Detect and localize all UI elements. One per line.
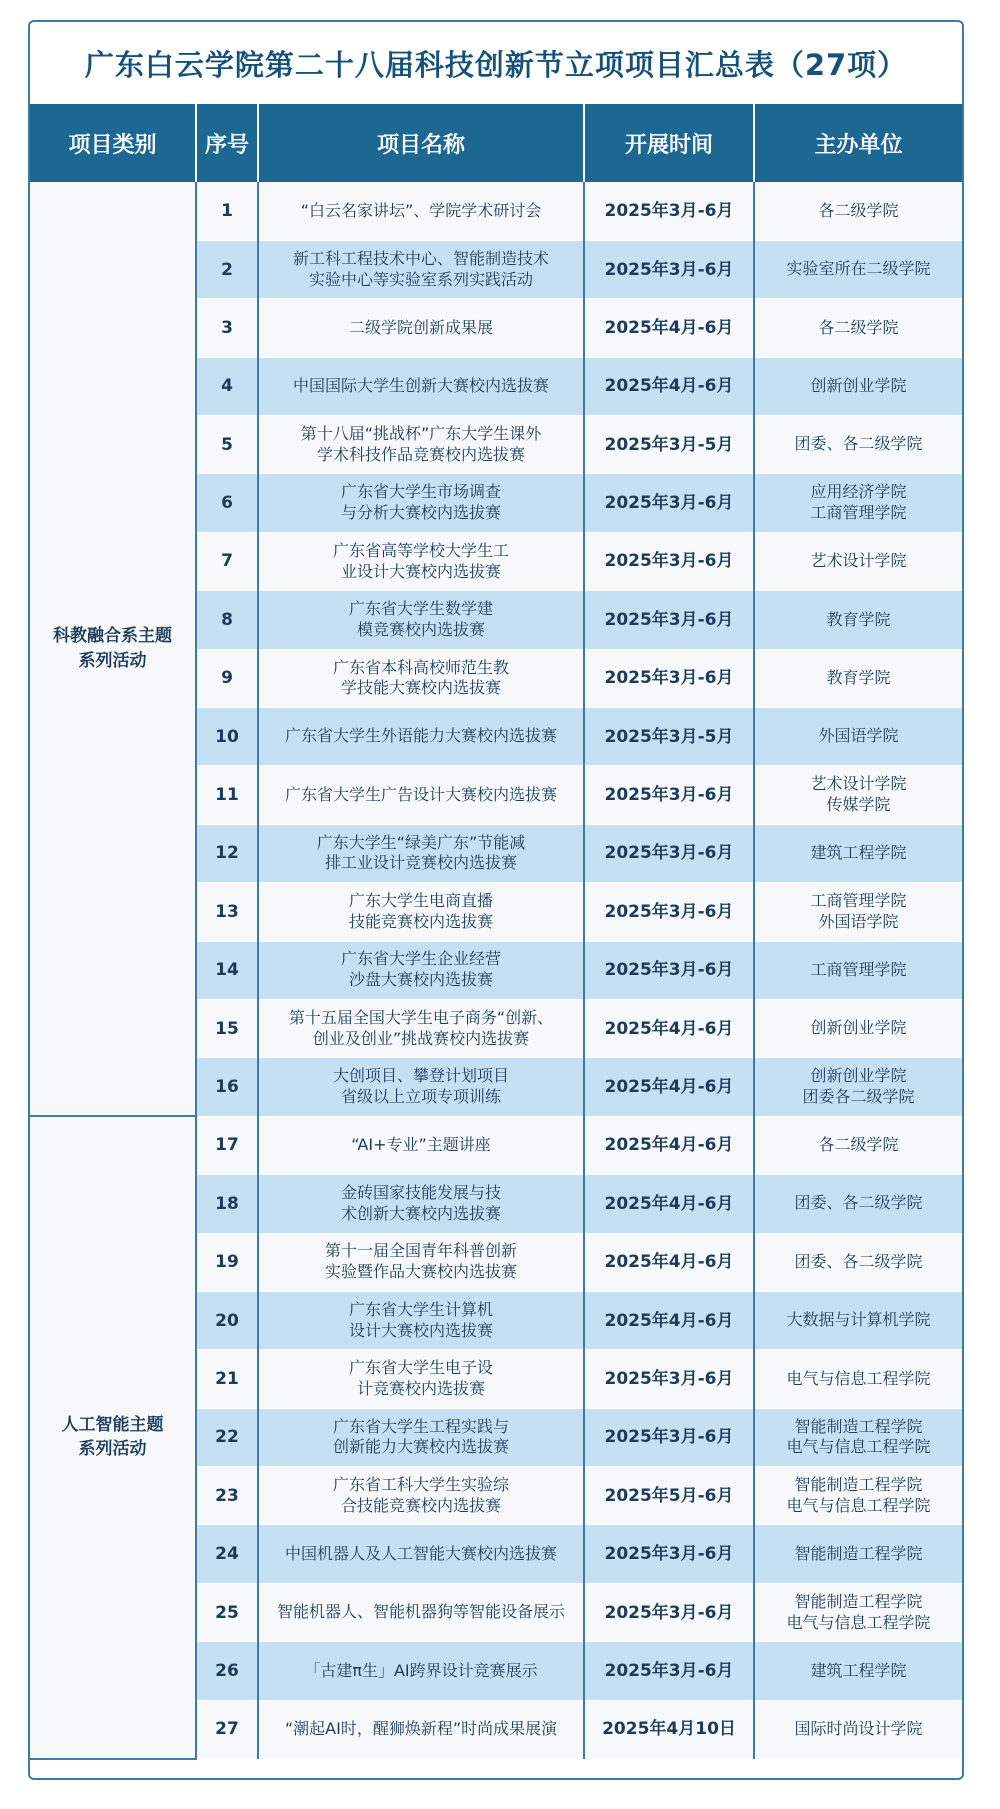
organizer: 建筑工程学院 (754, 1642, 962, 1700)
project-name: 智能机器人、智能机器狗等智能设备展示 (258, 1583, 584, 1641)
organizer: 创新创业学院 团委各二级学院 (754, 1058, 962, 1116)
organizer: 团委、各二级学院 (754, 1233, 962, 1291)
organizer: 工商管理学院 (754, 941, 962, 999)
organizer: 智能制造工程学院 电气与信息工程学院 (754, 1408, 962, 1466)
project-name: 金砖国家技能发展与技 术创新大赛校内选拔赛 (258, 1175, 584, 1233)
project-name: “白云名家讲坛”、学院学术研讨会 (258, 182, 584, 240)
project-name: 新工科工程技术中心、智能制造技术 实验中心等实验室系列实践活动 (258, 240, 584, 298)
project-name: 第十八届“挑战杯”广东大学生课外 学术科技作品竞赛校内选拔赛 (258, 416, 584, 474)
organizer: 建筑工程学院 (754, 824, 962, 882)
organizer: 各二级学院 (754, 182, 962, 240)
row-number: 10 (196, 708, 258, 766)
row-number: 6 (196, 474, 258, 532)
organizer: 外国语学院 (754, 708, 962, 766)
project-date: 2025年3月-6月 (584, 474, 754, 532)
header-date: 开展时间 (584, 104, 754, 182)
row-number: 12 (196, 824, 258, 882)
project-name: “AI+专业”主题讲座 (258, 1116, 584, 1174)
project-name: 广东省大学生电子设 计竞赛校内选拔赛 (258, 1350, 584, 1408)
table-row (30, 1116, 962, 1174)
category-cell: 科教融合系主题 系列活动 (30, 182, 196, 1116)
row-number: 15 (196, 999, 258, 1057)
row-number: 26 (196, 1642, 258, 1700)
project-date: 2025年4月-6月 (584, 999, 754, 1057)
table-header-row (30, 104, 962, 182)
project-name: 大创项目、攀登计划项目 省级以上立项专项训练 (258, 1058, 584, 1116)
project-name: 广东省大学生外语能力大赛校内选拔赛 (258, 708, 584, 766)
project-date: 2025年4月-6月 (584, 299, 754, 357)
project-name: “潮起AI时，醒狮焕新程”时尚成果展演 (258, 1700, 584, 1758)
organizer: 教育学院 (754, 649, 962, 707)
organizer: 各二级学院 (754, 299, 962, 357)
row-number: 4 (196, 357, 258, 415)
project-name: 广东大学生“绿美广东”节能减 排工业设计竞赛校内选拔赛 (258, 824, 584, 882)
project-date: 2025年3月-5月 (584, 416, 754, 474)
row-number: 24 (196, 1525, 258, 1583)
organizer: 智能制造工程学院 电气与信息工程学院 (754, 1467, 962, 1525)
project-date: 2025年3月-6月 (584, 1350, 754, 1408)
organizer: 实验室所在二级学院 (754, 240, 962, 298)
project-date: 2025年4月-6月 (584, 1233, 754, 1291)
project-date: 2025年4月-6月 (584, 357, 754, 415)
row-number: 3 (196, 299, 258, 357)
row-number: 2 (196, 240, 258, 298)
table-row (30, 182, 962, 240)
project-date: 2025年4月-6月 (584, 1175, 754, 1233)
project-date: 2025年3月-6月 (584, 883, 754, 941)
project-name: 广东省大学生市场调查 与分析大赛校内选拔赛 (258, 474, 584, 532)
row-number: 17 (196, 1116, 258, 1174)
project-name: 中国国际大学生创新大赛校内选拔赛 (258, 357, 584, 415)
organizer: 教育学院 (754, 591, 962, 649)
project-date: 2025年3月-6月 (584, 1525, 754, 1583)
row-number: 14 (196, 941, 258, 999)
project-name: 第十五届全国大学生电子商务“创新、 创业及创业”挑战赛校内选拔赛 (258, 999, 584, 1057)
project-name: 广东省工科大学生实验综 合技能竞赛校内选拔赛 (258, 1467, 584, 1525)
category-cell: 人工智能主题 系列活动 (30, 1116, 196, 1758)
project-date: 2025年3月-6月 (584, 1583, 754, 1641)
header-category: 项目类别 (30, 104, 196, 182)
row-number: 23 (196, 1467, 258, 1525)
project-name: 「古建π生」AI跨界设计竞赛展示 (258, 1642, 584, 1700)
project-date: 2025年3月-6月 (584, 1408, 754, 1466)
row-number: 1 (196, 182, 258, 240)
row-number: 18 (196, 1175, 258, 1233)
organizer: 团委、各二级学院 (754, 1175, 962, 1233)
organizer: 艺术设计学院 (754, 532, 962, 590)
project-date: 2025年3月-6月 (584, 649, 754, 707)
project-date: 2025年5月-6月 (584, 1467, 754, 1525)
project-date: 2025年3月-6月 (584, 182, 754, 240)
project-date: 2025年3月-6月 (584, 824, 754, 882)
project-name: 广东省大学生企业经营 沙盘大赛校内选拔赛 (258, 941, 584, 999)
project-date: 2025年3月-5月 (584, 708, 754, 766)
project-name: 广东省大学生广告设计大赛校内选拔赛 (258, 766, 584, 824)
organizer: 工商管理学院 外国语学院 (754, 883, 962, 941)
row-number: 20 (196, 1291, 258, 1349)
organizer: 团委、各二级学院 (754, 416, 962, 474)
header-project-name: 项目名称 (258, 104, 584, 182)
row-number: 7 (196, 532, 258, 590)
organizer: 智能制造工程学院 (754, 1525, 962, 1583)
project-date: 2025年3月-6月 (584, 240, 754, 298)
project-name: 二级学院创新成果展 (258, 299, 584, 357)
row-number: 5 (196, 416, 258, 474)
project-name: 第十一届全国青年科普创新 实验暨作品大赛校内选拔赛 (258, 1233, 584, 1291)
project-date: 2025年4月-6月 (584, 1291, 754, 1349)
row-number: 21 (196, 1350, 258, 1408)
project-name: 广东省本科高校师范生教 学技能大赛校内选拔赛 (258, 649, 584, 707)
project-date: 2025年3月-6月 (584, 941, 754, 999)
row-number: 22 (196, 1408, 258, 1466)
organizer: 大数据与计算机学院 (754, 1291, 962, 1349)
organizer: 艺术设计学院 传媒学院 (754, 766, 962, 824)
page-title: 广东白云学院第二十八届科技创新节立项项目汇总表（27项） (84, 47, 908, 82)
project-name: 广东省大学生工程实践与 创新能力大赛校内选拔赛 (258, 1408, 584, 1466)
row-number: 25 (196, 1583, 258, 1641)
project-date: 2025年3月-6月 (584, 766, 754, 824)
table-body (30, 182, 962, 1759)
project-date: 2025年3月-6月 (584, 1642, 754, 1700)
project-name: 广东省大学生数学建 模竞赛校内选拔赛 (258, 591, 584, 649)
organizer: 电气与信息工程学院 (754, 1350, 962, 1408)
row-number: 11 (196, 766, 258, 824)
project-name: 中国机器人及人工智能大赛校内选拔赛 (258, 1525, 584, 1583)
row-number: 13 (196, 883, 258, 941)
row-number: 9 (196, 649, 258, 707)
project-date: 2025年4月10日 (584, 1700, 754, 1758)
row-number: 19 (196, 1233, 258, 1291)
summary-table-frame (28, 20, 964, 1780)
project-name: 广东省大学生计算机 设计大赛校内选拔赛 (258, 1291, 584, 1349)
project-date: 2025年3月-6月 (584, 591, 754, 649)
project-date: 2025年4月-6月 (584, 1058, 754, 1116)
project-table (30, 104, 962, 1760)
header-number: 序号 (196, 104, 258, 182)
organizer: 应用经济学院 工商管理学院 (754, 474, 962, 532)
organizer: 创新创业学院 (754, 357, 962, 415)
project-date: 2025年3月-6月 (584, 532, 754, 590)
project-date: 2025年4月-6月 (584, 1116, 754, 1174)
project-name: 广东省高等学校大学生工 业设计大赛校内选拔赛 (258, 532, 584, 590)
organizer: 创新创业学院 (754, 999, 962, 1057)
row-number: 16 (196, 1058, 258, 1116)
row-number: 8 (196, 591, 258, 649)
organizer: 各二级学院 (754, 1116, 962, 1174)
organizer: 智能制造工程学院 电气与信息工程学院 (754, 1583, 962, 1641)
header-organizer: 主办单位 (754, 104, 962, 182)
row-number: 27 (196, 1700, 258, 1758)
project-name: 广东大学生电商直播 技能竞赛校内选拔赛 (258, 883, 584, 941)
organizer: 国际时尚设计学院 (754, 1700, 962, 1758)
